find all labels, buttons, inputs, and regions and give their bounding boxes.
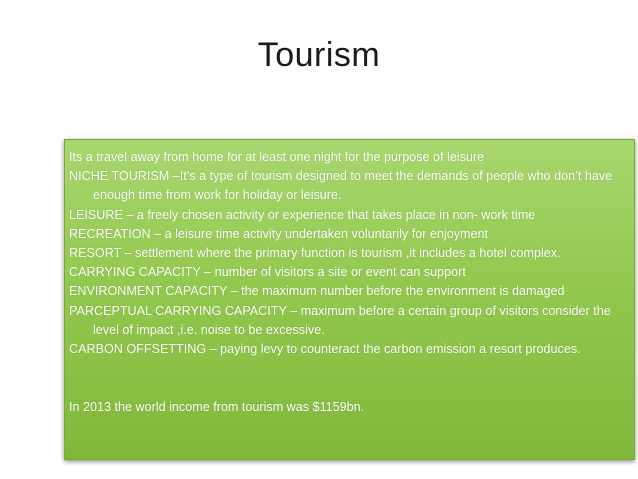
definition-travel: Its a travel away from home for at least one night for the purpose of leisure bbox=[69, 150, 485, 164]
definition-leisure: LEISURE – a freely chosen activity or experience that takes place in non- work time bbox=[69, 207, 536, 222]
content-box bbox=[64, 139, 635, 460]
slide-title: Tourism bbox=[257, 36, 381, 74]
definition-niche-tourism: NICHE TOURISM –It’s a type of tourism designed to meet the demands of people who don’t have enough time from work for holiday or leisure. bbox=[69, 169, 613, 203]
paragraph-spacer bbox=[69, 359, 624, 398]
tourism-income-fact: In 2013 the world income from tourism was $1159bn. bbox=[69, 400, 365, 415]
definition-recreation: RECREATION – a leisure time activity undertaken voluntarily for enjoyment bbox=[69, 226, 489, 241]
definition-carbon-offsetting: CARBON OFFSETTING – paying levy to counteract the carbon emission a resort produces. bbox=[69, 342, 581, 357]
definition-perceptual-carrying-capacity: PARCEPTUAL CARRYING CAPACITY – maximum before a certain group of visitors consider the level of impact ,i.e. noise to be excessive. bbox=[69, 303, 611, 337]
definition-environment-capacity: ENVIRONMENT CAPACITY – the maximum number before the environment is damaged bbox=[69, 284, 565, 299]
definition-carrying-capacity: CARRYING CAPACITY – number of visitors a site or event can support bbox=[69, 265, 466, 280]
definition-resort: RESORT – settlement where the primary function is tourism ,it includes a hotel complex. bbox=[69, 246, 561, 261]
